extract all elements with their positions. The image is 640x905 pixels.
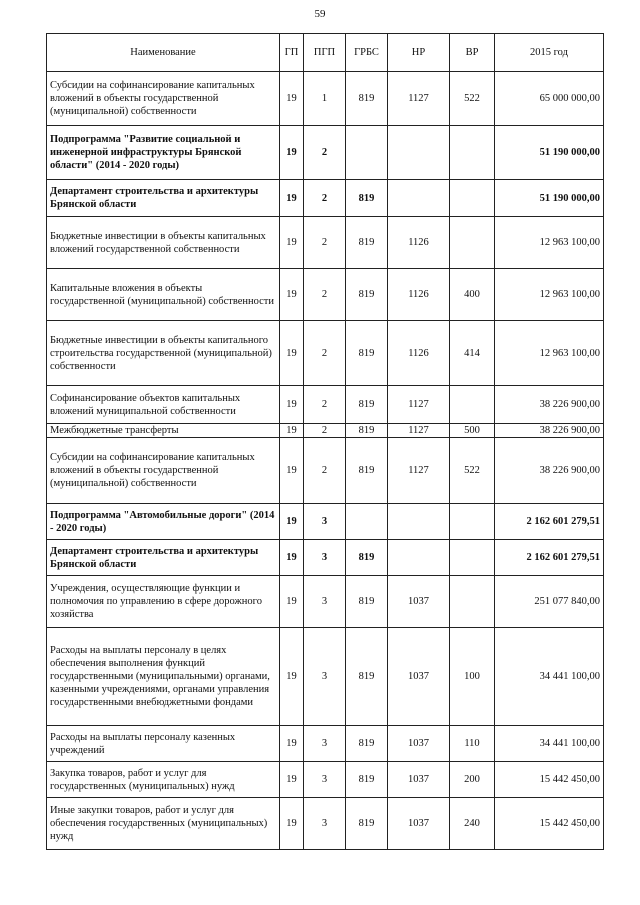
table-row [47, 269, 604, 321]
row-name: Бюджетные инвестиции в объекты капитальных вложений государственной собственности [47, 217, 280, 269]
row-amount: 12 963 100,00 [495, 269, 604, 321]
row-grbs: 819 [346, 321, 388, 386]
row-nr: 1127 [388, 386, 450, 424]
table-row [47, 72, 604, 126]
row-name: Подпрограмма "Автомобильные дороги" (2014 - 2020 годы) [47, 504, 280, 540]
table-row [47, 504, 604, 540]
row-grbs: 819 [346, 72, 388, 126]
row-pgp: 3 [304, 504, 346, 540]
row-pgp: 2 [304, 386, 346, 424]
row-nr [388, 180, 450, 217]
header-pgp: ПГП [304, 34, 346, 72]
row-grbs: 819 [346, 424, 388, 438]
header-year: 2015 год [495, 34, 604, 72]
header-vr: ВР [450, 34, 495, 72]
table-row [47, 798, 604, 850]
row-name: Субсидии на софинансирование капитальных вложений в объекты государственной (муниципальной) собственности [47, 72, 280, 126]
row-name: Софинансирование объектов капитальных вложений муниципальной собственности [47, 386, 280, 424]
row-nr [388, 504, 450, 540]
row-gp: 19 [280, 540, 304, 576]
row-nr: 1037 [388, 762, 450, 798]
header-gp: ГП [280, 34, 304, 72]
row-amount: 34 441 100,00 [495, 726, 604, 762]
table-row [47, 762, 604, 798]
row-gp: 19 [280, 217, 304, 269]
row-name: Закупка товаров, работ и услуг для государственных (муниципальных) нужд [47, 762, 280, 798]
row-grbs [346, 126, 388, 180]
page-number: 59 [314, 8, 326, 20]
row-amount: 15 442 450,00 [495, 798, 604, 850]
row-amount: 38 226 900,00 [495, 424, 604, 438]
row-pgp: 2 [304, 126, 346, 180]
budget-table [46, 33, 604, 850]
row-name: Подпрограмма "Развитие социальной и инженерной инфраструктуры Брянской области" (2014 - 2020 годы) [47, 126, 280, 180]
row-pgp: 2 [304, 180, 346, 217]
row-nr: 1127 [388, 424, 450, 438]
row-amount: 51 190 000,00 [495, 126, 604, 180]
row-grbs: 819 [346, 798, 388, 850]
row-name: Межбюджетные трансферты [47, 424, 280, 438]
row-amount: 251 077 840,00 [495, 576, 604, 628]
row-name: Департамент строительства и архитектуры Брянской области [47, 540, 280, 576]
row-nr: 1037 [388, 628, 450, 726]
row-pgp: 2 [304, 217, 346, 269]
row-grbs: 819 [346, 628, 388, 726]
row-nr: 1126 [388, 321, 450, 386]
row-nr: 1127 [388, 438, 450, 504]
row-name: Субсидии на софинансирование капитальных вложений в объекты государственной (муниципальной) собственности [47, 438, 280, 504]
row-vr [450, 576, 495, 628]
row-amount: 2 162 601 279,51 [495, 504, 604, 540]
row-grbs: 819 [346, 217, 388, 269]
row-nr [388, 126, 450, 180]
table-row [47, 438, 604, 504]
row-gp: 19 [280, 798, 304, 850]
table-row [47, 576, 604, 628]
row-vr [450, 217, 495, 269]
row-vr: 100 [450, 628, 495, 726]
row-pgp: 1 [304, 72, 346, 126]
table-row [47, 540, 604, 576]
row-amount: 34 441 100,00 [495, 628, 604, 726]
row-gp: 19 [280, 726, 304, 762]
row-pgp: 3 [304, 726, 346, 762]
row-pgp: 2 [304, 321, 346, 386]
row-pgp: 3 [304, 762, 346, 798]
row-nr: 1126 [388, 217, 450, 269]
row-amount: 38 226 900,00 [495, 386, 604, 424]
row-name: Бюджетные инвестиции в объекты капитального строительства государственной (муниципальной) собственности [47, 321, 280, 386]
row-grbs: 819 [346, 726, 388, 762]
header-grbs: ГРБС [346, 34, 388, 72]
header-name: Наименование [47, 34, 280, 72]
row-nr: 1037 [388, 576, 450, 628]
row-vr [450, 504, 495, 540]
table-row [47, 217, 604, 269]
row-grbs: 819 [346, 438, 388, 504]
row-grbs: 819 [346, 180, 388, 217]
row-amount: 12 963 100,00 [495, 321, 604, 386]
row-name: Учреждения, осуществляющие функции и полномочия по управлению в сфере дорожного хозяйства [47, 576, 280, 628]
row-grbs: 819 [346, 540, 388, 576]
table-row [47, 126, 604, 180]
row-amount: 65 000 000,00 [495, 72, 604, 126]
row-pgp: 2 [304, 424, 346, 438]
row-nr: 1037 [388, 798, 450, 850]
row-name: Иные закупки товаров, работ и услуг для обеспечения государственных (муниципальных) нужд [47, 798, 280, 850]
row-grbs: 819 [346, 269, 388, 321]
table-row [47, 628, 604, 726]
table-row [47, 180, 604, 217]
row-grbs: 819 [346, 576, 388, 628]
row-grbs [346, 504, 388, 540]
row-gp: 19 [280, 424, 304, 438]
row-pgp: 3 [304, 576, 346, 628]
row-name: Расходы на выплаты персоналу в целях обеспечения выполнения функций государственными (муниципальными) органами, казенными учреждениями, органами управления государственными внебюджетными фондами [47, 628, 280, 726]
row-amount: 51 190 000,00 [495, 180, 604, 217]
row-gp: 19 [280, 628, 304, 726]
row-gp: 19 [280, 386, 304, 424]
row-gp: 19 [280, 72, 304, 126]
row-vr: 200 [450, 762, 495, 798]
table-row [47, 321, 604, 386]
row-gp: 19 [280, 438, 304, 504]
row-name: Капитальные вложения в объекты государственной (муниципальной) собственности [47, 269, 280, 321]
row-vr [450, 540, 495, 576]
row-amount: 12 963 100,00 [495, 217, 604, 269]
row-vr: 110 [450, 726, 495, 762]
row-amount: 15 442 450,00 [495, 762, 604, 798]
table-header-row [47, 34, 604, 72]
row-vr: 522 [450, 438, 495, 504]
table-row [47, 726, 604, 762]
row-gp: 19 [280, 269, 304, 321]
table-row [47, 386, 604, 424]
row-gp: 19 [280, 126, 304, 180]
row-name: Департамент строительства и архитектуры Брянской области [47, 180, 280, 217]
row-nr: 1037 [388, 726, 450, 762]
row-nr [388, 540, 450, 576]
row-vr: 414 [450, 321, 495, 386]
row-grbs: 819 [346, 386, 388, 424]
row-gp: 19 [280, 180, 304, 217]
row-gp: 19 [280, 504, 304, 540]
row-vr [450, 180, 495, 217]
row-amount: 38 226 900,00 [495, 438, 604, 504]
row-grbs: 819 [346, 762, 388, 798]
header-nr: НР [388, 34, 450, 72]
row-pgp: 3 [304, 628, 346, 726]
row-vr: 400 [450, 269, 495, 321]
row-pgp: 2 [304, 438, 346, 504]
row-amount: 2 162 601 279,51 [495, 540, 604, 576]
row-pgp: 3 [304, 540, 346, 576]
row-nr: 1126 [388, 269, 450, 321]
row-vr [450, 126, 495, 180]
row-gp: 19 [280, 576, 304, 628]
row-vr [450, 386, 495, 424]
row-vr: 522 [450, 72, 495, 126]
row-gp: 19 [280, 762, 304, 798]
row-pgp: 2 [304, 269, 346, 321]
table-row [47, 424, 604, 438]
row-name: Расходы на выплаты персоналу казенных учреждений [47, 726, 280, 762]
row-nr: 1127 [388, 72, 450, 126]
row-gp: 19 [280, 321, 304, 386]
row-pgp: 3 [304, 798, 346, 850]
row-vr: 240 [450, 798, 495, 850]
row-vr: 500 [450, 424, 495, 438]
